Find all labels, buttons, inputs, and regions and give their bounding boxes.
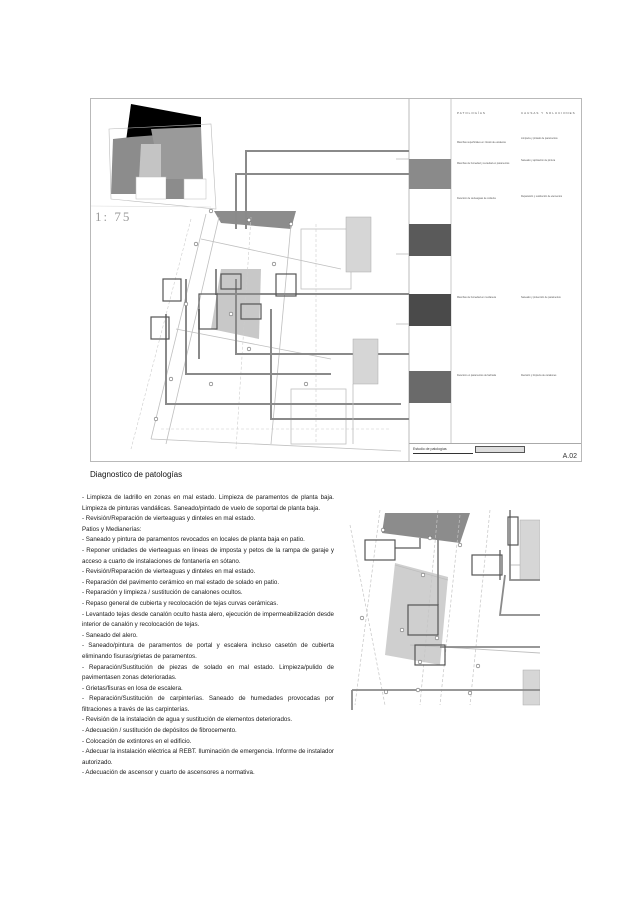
section-title: Diagnostico de patologías [90, 470, 183, 479]
key-plan [109, 104, 216, 209]
legend-header-solutions: CAUSAS Y SOLUCIONES [521, 111, 576, 115]
diagnosis-item: - Saneado/pintura de paramentos de portal y escalera incluso casetón de cubierta eliminando fisuras/grietas de paramentos. [82, 642, 334, 660]
diagnosis-item: - Reponer unidades de vierteaguas en lineas de imposta y petos de la rampa de garaje y acceso a cuarto de instalaciones de fontanería en sótano. [82, 546, 334, 565]
diagnosis-item: - Reparación del pavimento cerámico en mal estado de solado en patio. [82, 578, 280, 586]
legend-row-solution: Saneado y aplicación de pintura [521, 159, 556, 162]
diagnosis-item: - Adecuación / sustitución de depósitos de fibrocemento. [82, 727, 237, 735]
legend-row-description: Manchas superficiales en zócalo de escaleras [457, 141, 506, 144]
diagnosis-item: - Saneado y pintura de paramentos revocados en locales de planta baja en patio. [82, 536, 305, 544]
diagnosis-item: - Saneado del alero. [82, 631, 138, 639]
diagnosis-item: - Adecuar la instalación eléctrica al REBT. Iluminación de emergencia. Informe de instalador autorizado. [82, 748, 334, 766]
diagnosis-item: - Reparación y limpieza / sustitución de canalones ocultos. [82, 589, 243, 597]
detail-floor-plan [340, 505, 540, 710]
diagnosis-item: - Reparación/Sustitución de piezas de solado en mal estado. Limpieza/pulido de pavimentasen zonas deterioradas. [82, 663, 334, 682]
title-stamp [475, 446, 525, 453]
sheet-code: A.02 [562, 453, 577, 460]
architectural-drawing-sheet [90, 98, 582, 462]
legend-row-description: Manchas de humedad en medianera [457, 296, 496, 299]
legend-row-solution: Saneado y protección de paramentos [521, 296, 561, 299]
detail-plan-drawing [340, 505, 540, 710]
diagnosis-item: - Revisión de la instalación de agua y sustitución de elementos deteriorados. [82, 716, 293, 724]
diagnosis-item: - Limpieza de ladrillo en zonas en mal estado. Limpieza de paramentos de planta baja. Limpieza de pinturas vandálicas. Saneado/pintado de vuelo de soportal de planta baja. [82, 494, 334, 512]
title-block [409, 443, 581, 462]
diagnosis-item: - Levantado tejas desde canalón oculto hasta alero, ejecución de impermeabilización desde interior de canalón y recolocación de tejas. [82, 610, 334, 629]
pathology-diagnosis-list [82, 493, 334, 779]
legend-row-description: Deterioro en paramentos de fachada [457, 374, 496, 377]
diagnosis-item: - Revisión/Reparación de vierteaguas y dinteles en mal estado. [82, 568, 256, 576]
diagnosis-item: - Revisión/Reparación de vierteaguas y dinteles en mal estado. [82, 515, 256, 523]
legend-row-solution: Reparación y sustitución de elementos [521, 195, 563, 198]
scale-label: 1: 75 [95, 209, 132, 224]
sheet-name: Estudio de patologías [413, 447, 447, 451]
diagnosis-subheading: Patios y Medianerías: [82, 525, 142, 533]
diagnosis-item: - Repaso general de cubierta y recolocación de tejas curvas cerámicas. [82, 599, 279, 607]
diagnosis-item: - Colocación de extintores en el edificio. [82, 737, 192, 745]
legend-row-solution: Limpieza y pintado de paramentos [521, 137, 558, 140]
legend-header-pathologies: PATOLOGÍAS [457, 111, 486, 115]
diagnosis-item: - Reparación/Sustitución de carpinterías. Saneado de humedades provocadas por filtraciones a través de las carpinterías. [82, 695, 334, 713]
diagnosis-item: - Grietas/fisuras en losa de escalera. [82, 684, 183, 692]
legend-row-description: Deterioro de vierteaguas de cubierta [457, 197, 496, 200]
legend-row-description: Manchas de humedad y suciedad en paramentos [457, 162, 510, 165]
pathology-legend-table [409, 99, 581, 445]
title-underline [413, 453, 473, 454]
diagnosis-item: - Adecuación de ascensor y cuarto de ascensores a normativa. [82, 769, 255, 777]
legend-row-solution: Revisión y limpieza de canalones [521, 374, 557, 377]
